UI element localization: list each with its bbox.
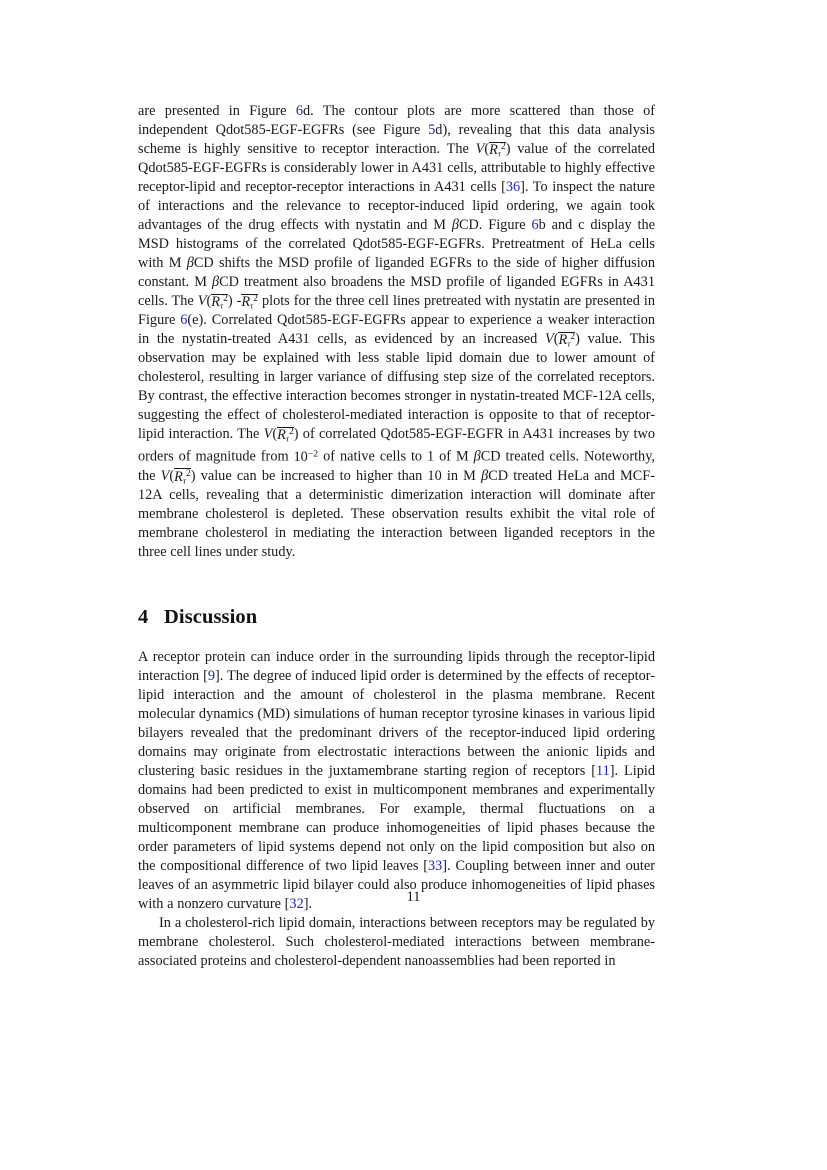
math-superscript-2: 2 [186, 468, 191, 479]
citation-link-36[interactable]: 36 [505, 179, 521, 195]
citation-link-32[interactable]: 32 [289, 895, 304, 912]
para1-seg6: CD. Figure [458, 217, 532, 233]
paragraph-results-continued [138, 102, 655, 562]
para2-seg4: ]. Coupling between inner and outer leaves of an asymmetric lipid bilayer could also produce inhomogeneities of lipid phases with a nonzero curvature [ [138, 857, 655, 912]
math-R: R [558, 332, 568, 348]
math-overline [241, 294, 258, 311]
math-R: R [211, 294, 220, 310]
para1-seg1: are presented in Figure [138, 103, 296, 119]
math-superscript-2: 2 [501, 142, 506, 153]
greek-beta-1: β [451, 217, 459, 233]
para1-seg14: of correlated Qdot585-EGF-EGFR in A431 increases by two orders of magnitude from [138, 426, 655, 465]
para1-seg8: CD shifts the MSD profile of liganded EGFRs to the side of higher diffusion constant. M [138, 255, 655, 290]
math-base-10: 10 [293, 448, 308, 465]
para1-seg3: d), revealing that this data analysis scheme is highly sensitive to receptor interaction. The [138, 122, 655, 157]
math-paren-open: ( [206, 293, 212, 309]
figure-link-6d[interactable]: 6 [295, 103, 303, 119]
math-paren-open: ( [484, 141, 490, 157]
para1-seg5: ]. To inspect the nature of interactions and the relevance to receptor-induced lipid ordering, we again took advantages of the drug effects with nystatin and M [138, 179, 655, 233]
math-V: V [197, 293, 207, 309]
math-subscript-tau: τ [285, 433, 290, 444]
math-variance-rtau-4 [264, 426, 299, 442]
math-exponent-minus-2: −2 [307, 448, 319, 459]
para1-seg13: value. This observation may be explained with less stable lipid domain due to lower amount of cholesterol, resulting in larger variance of diffusing step size of the correlated receptors. By contrast, the effective interaction becomes stronger in nystatin-treated MCF-12A cells, suggesting the effect of cholesterol-mediated interaction is opposite to that of receptor-lipid interaction. The [138, 331, 655, 442]
para2-seg5: ]. [303, 895, 313, 912]
para1-seg9: CD treatment also broadens the MSD profile of liganded EGFRs in A431 cells. The [138, 274, 655, 309]
paragraph-discussion-2 [138, 914, 655, 971]
math-V: V [475, 141, 485, 157]
math-variance-rtau-3 [545, 331, 580, 347]
math-superscript-2: 2 [223, 294, 228, 305]
math-paren-close: ) [190, 467, 196, 484]
greek-beta-4: β [473, 448, 481, 465]
greek-beta-3: β [212, 274, 220, 290]
para1-seg17: value can be increased to higher than 10 in M [195, 467, 482, 484]
citation-link-11[interactable]: 11 [595, 762, 610, 779]
para1-seg10: - [232, 293, 242, 309]
section-title: Discussion [164, 605, 258, 628]
para1-seg15: of native cells to 1 of M [318, 448, 474, 465]
math-subscript-tau: τ [219, 300, 224, 311]
math-V: V [160, 467, 170, 484]
math-subscript-tau: τ [250, 300, 254, 311]
figure-link-6e[interactable]: 6 [180, 312, 188, 328]
math-subscript-tau: τ [497, 148, 502, 159]
math-superscript-2: 2 [253, 294, 258, 305]
math-superscript-2: 2 [289, 427, 294, 438]
section-heading-discussion [138, 606, 655, 629]
math-subscript-tau: τ [182, 474, 187, 485]
math-R: R [241, 294, 251, 310]
math-paren-close: ) [505, 141, 511, 157]
math-paren-open: ( [553, 331, 559, 347]
para1-seg18: CD treated HeLa and MCF-12A cells, revealing that a deterministic dimerization interaction will dominate after membrane cholesterol is depleted. These observation results exhibit the vital role of membrane cholesterol in mediating the interaction between liganded receptors in the three cell lines under study. [138, 467, 655, 560]
citation-link-33[interactable]: 33 [427, 857, 443, 874]
math-R: R [277, 427, 286, 443]
paragraph-discussion-1 [138, 648, 655, 914]
para1-seg7: b and c display the MSD histograms of the correlated Qdot585-EGF-EGFRs. Pretreatment of HeLa cells with M [138, 217, 655, 271]
math-paren-close: ) [227, 293, 233, 309]
math-paren-close: ) [575, 331, 580, 347]
para2-seg2: ]. The degree of induced lipid order is determined by the effects of receptor-lipid interaction and the amount of cholesterol in the plasma membrane. Recent molecular dynamics (MD) simulations of human receptor tyrosine kinases in various lipid bilayers revealed that the predominant drivers of the receptor-induced lipid ordering domains may originate from electrostatic interactions between the anionic lipids and clustering basic residues in the juxtamembrane starting region of receptors [ [138, 667, 655, 779]
math-overline [558, 332, 575, 349]
section-heading [138, 606, 655, 629]
math-overline [277, 427, 294, 444]
math-V: V [263, 426, 273, 442]
figure-link-5d[interactable]: 5 [428, 122, 436, 138]
math-mean-rtau-squared [241, 293, 258, 309]
greek-beta-5: β [481, 467, 489, 484]
math-subscript-tau: τ [567, 338, 571, 349]
math-variance-rtau-5 [161, 468, 196, 484]
math-paren-open: ( [169, 467, 175, 484]
math-overline [211, 294, 228, 311]
math-variance-rtau-1 [476, 141, 511, 157]
para2-seg3: ]. Lipid domains had been predicted to exist in multicomponent membranes and experimentally observed on artificial membranes. For example, thermal fluctuations on a multicomponent membrane can produce inhomogeneities of lipid phases because the order parameters of lipid systems depend not only on the lipid composition but also on the compositional difference of two lipid leaves [ [138, 762, 655, 874]
page-number: 11 [406, 889, 421, 905]
math-V: V [544, 331, 554, 347]
greek-beta-2: β [186, 255, 194, 271]
para1-seg16: CD treated cells. Noteworthy, the [138, 448, 655, 484]
para3-seg1: In a cholesterol-rich lipid domain, interactions between receptors may be regulated by membrane cholesterol. Such cholesterol-mediated interactions between membrane-associated proteins and cholesterol-dependent nanoassemblies had been reported in [138, 914, 655, 969]
math-overline [174, 468, 191, 485]
math-variance-rtau-2 [198, 293, 233, 309]
para1-seg12: (e). Correlated Qdot585-EGF-EGFRs appear to experience a weaker interaction in the nystatin-treated A431 cells, as evidenced by an increased [138, 312, 655, 347]
math-paren-close: ) [293, 426, 299, 442]
para2-seg1: A receptor protein can induce order in the surrounding lipids through the receptor-lipid interaction [ [138, 648, 655, 684]
section-number: 4 [138, 605, 149, 628]
citation-link-9[interactable]: 9 [207, 667, 216, 684]
math-power-ten [294, 449, 319, 465]
para1-seg2: d. The contour plots are more scattered than those of independent Qdot585-EGF-EGFRs (see Figure [138, 103, 655, 138]
para1-seg4: value of the correlated Qdot585-EGF-EGFRs is considerably lower in A431 cells, attributable to highly effective receptor-lipid and receptor-receptor interactions in A431 cells [ [138, 141, 655, 195]
page-text-block [138, 102, 655, 971]
math-R: R [174, 468, 183, 485]
figure-link-6bc[interactable]: 6 [531, 217, 539, 233]
math-overline [489, 142, 506, 159]
math-paren-open: ( [272, 426, 278, 442]
math-R: R [489, 142, 498, 158]
math-superscript-2: 2 [570, 332, 576, 343]
para1-seg11: plots for the three cell lines pretreated with nystatin are presented in Figure [138, 293, 656, 328]
